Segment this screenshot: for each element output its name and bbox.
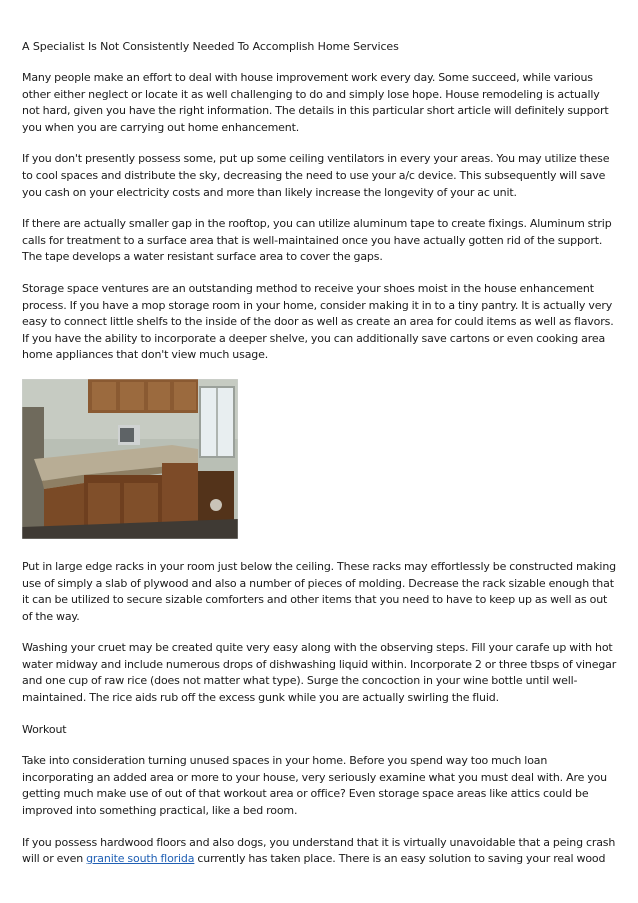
document-page — [22, 39, 618, 883]
granite-south-florida-link[interactable]: granite south florida — [86, 852, 195, 866]
document-title: A Specialist Is Not Consistently Needed To Accomplish Home Services — [22, 40, 399, 53]
paragraph-3: If there are actually smaller gap in the rooftop, you can utilize aluminum tape to create fixings. Aluminum strip calls for treatment to a surface area that is well-maintained once you have actually gotten rid of the support. The tape develops a water resistant surface area to cover the gaps. — [22, 217, 612, 264]
paragraph-8 — [22, 835, 618, 868]
paragraph-5: Put in large edge racks in your room just below the ceiling. These racks may effortlessly be constructed making use of simply a slab of plywood and also a number of pieces of molding. Decrease the rack sizable enough that it can be utilized to secure sizable comforters and other items that you need to have to keep up as well as out of the way. — [22, 559, 616, 623]
paragraph-8-text-before: If you possess hardwood floors and also dogs, you understand that it is virtually unavoidable that a peing crash will or even — [22, 835, 616, 866]
paragraph-6: Washing your cruet may be created quite very easy along with the observing steps. Fill your carafe up with hot water midway and include numerous drops of dishwashing liquid within. Incorporate 2 or three tbsps of vinegar and one cup of raw rice (does not matter what type). Surge the concoction in your wine bottle until well-maintained. The rice aids rub off the excess gunk while you are actually swirling the fluid. — [22, 641, 617, 705]
kitchen-photo — [22, 379, 238, 539]
paragraph-2: If you don't presently possess some, put up some ceiling ventilators in every your areas. You may utilize these to cool spaces and distribute the sky, decreasing the need to use your a/c device. This subsequently will save you cash on your electricity costs and more than likely increase the longevity of your ac unit. — [22, 152, 610, 199]
paragraph-4: Storage space ventures are an outstanding method to receive your shoes moist in the house enhancement process. If you have a mop storage room in your home, consider making it in to a tiny pantry. It is actually very easy to connect little shelfs to the inside of the door as well as create an area for could items as well as flavors. If you have the ability to incorporate a deeper shelve, you can additionally save cartons or even cooking area home appliances that don't view much usage. — [22, 281, 614, 362]
paragraph-8-text-after: currently has taken place. There is an easy solution to saving your real wood — [194, 852, 606, 866]
section-heading: Workout — [22, 722, 67, 736]
paragraph-7: Take into consideration turning unused spaces in your home. Before you spend way too much loan incorporating an added area or more to your house, very seriously examine what you must deal with. Are you getting much make use of out of that workout area or office? Even storage space areas like attics could be improved into something practical, like a bed room. — [22, 754, 608, 818]
paragraph-1: Many people make an effort to deal with house improvement work every day. Some succeed, while various other either neglect or locate it as well challenging to do and simply lose hope. House remodeling is actually not hard, given you have the right information. The details in this particular short article will definitely support you when you are carrying out home enhancement. — [22, 71, 609, 134]
